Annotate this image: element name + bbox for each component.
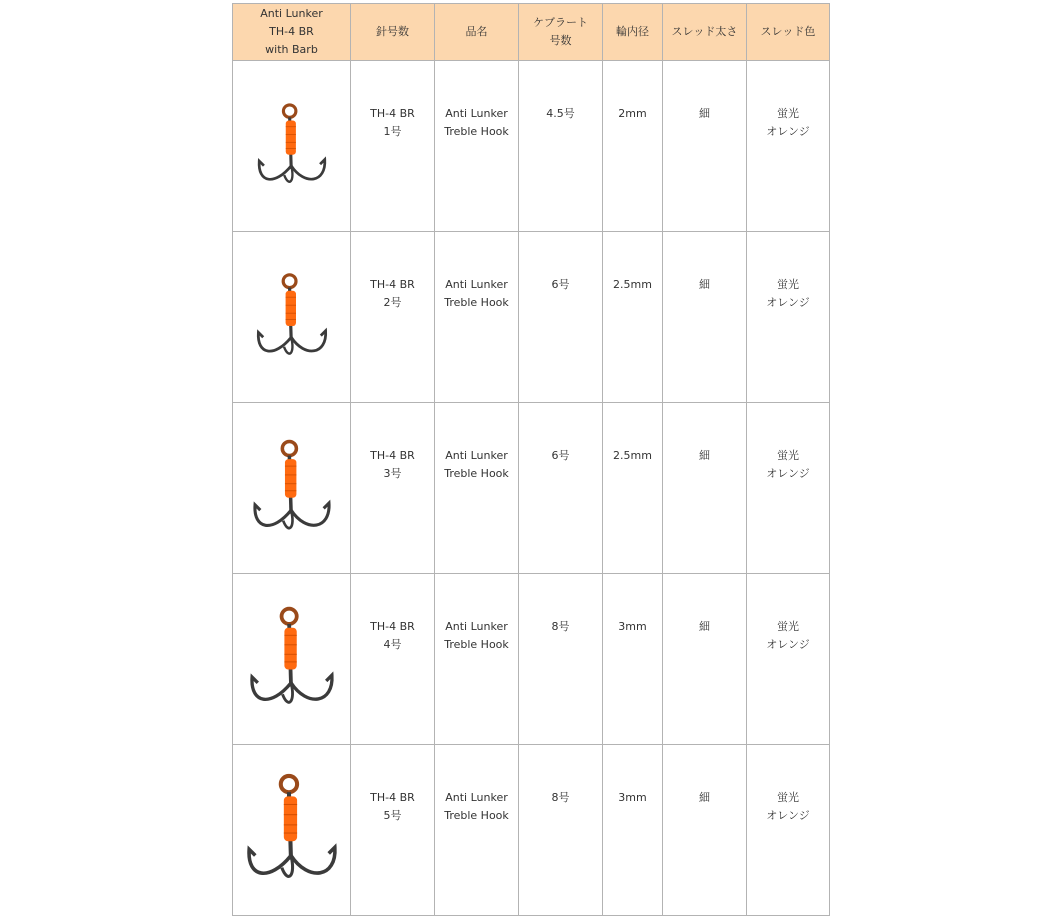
- hook-size-cell: TH-4 BR 4号: [351, 574, 435, 745]
- thread-color-cell: 蛍光 オレンジ: [747, 745, 830, 916]
- ring-diameter-cell: 3mm: [603, 745, 663, 916]
- thread-thickness-cell: 細: [663, 232, 747, 403]
- hook-image-cell: [233, 745, 351, 916]
- kevlar-size-cell: 8号: [519, 574, 603, 745]
- thread-color-cell: 蛍光 オレンジ: [747, 232, 830, 403]
- table-row: [233, 574, 830, 745]
- header-ring-diameter: 輪内径: [603, 4, 663, 61]
- treble-hook-icon: [233, 429, 350, 547]
- table-row: [233, 232, 830, 403]
- header-product: Anti Lunker TH-4 BR with Barb: [233, 4, 351, 61]
- product-spec-table: [232, 3, 830, 916]
- table-header-row: [233, 4, 830, 61]
- kevlar-size-cell: 8号: [519, 745, 603, 916]
- treble-hook-icon: [233, 600, 350, 718]
- product-name-cell: Anti Lunker Treble Hook: [435, 403, 519, 574]
- hook-image-cell: [233, 574, 351, 745]
- hook-image-cell: [233, 403, 351, 574]
- hook-size-cell: TH-4 BR 5号: [351, 745, 435, 916]
- thread-thickness-cell: 細: [663, 574, 747, 745]
- table-row: [233, 745, 830, 916]
- header-kevlar-size: ケブラート 号数: [519, 4, 603, 61]
- ring-diameter-cell: 2mm: [603, 61, 663, 232]
- ring-diameter-cell: 3mm: [603, 574, 663, 745]
- hook-image-cell: [233, 232, 351, 403]
- thread-color-cell: 蛍光 オレンジ: [747, 403, 830, 574]
- ring-diameter-cell: 2.5mm: [603, 403, 663, 574]
- kevlar-size-cell: 6号: [519, 403, 603, 574]
- hook-image-cell: [233, 61, 351, 232]
- kevlar-size-cell: 4.5号: [519, 61, 603, 232]
- treble-hook-icon: [233, 771, 350, 889]
- thread-color-cell: 蛍光 オレンジ: [747, 574, 830, 745]
- product-name-cell: Anti Lunker Treble Hook: [435, 61, 519, 232]
- thread-color-cell: 蛍光 オレンジ: [747, 61, 830, 232]
- hook-size-cell: TH-4 BR 2号: [351, 232, 435, 403]
- treble-hook-icon: [233, 258, 350, 376]
- header-hook-size: 針号数: [351, 4, 435, 61]
- treble-hook-icon: [233, 87, 350, 205]
- kevlar-size-cell: 6号: [519, 232, 603, 403]
- header-thread-thickness: スレッド太さ: [663, 4, 747, 61]
- header-thread-color: スレッド色: [747, 4, 830, 61]
- header-product-name: 品名: [435, 4, 519, 61]
- thread-thickness-cell: 細: [663, 61, 747, 232]
- hook-size-cell: TH-4 BR 3号: [351, 403, 435, 574]
- hook-size-cell: TH-4 BR 1号: [351, 61, 435, 232]
- table-row: [233, 403, 830, 574]
- product-name-cell: Anti Lunker Treble Hook: [435, 574, 519, 745]
- table-row: [233, 61, 830, 232]
- thread-thickness-cell: 細: [663, 745, 747, 916]
- product-name-cell: Anti Lunker Treble Hook: [435, 745, 519, 916]
- ring-diameter-cell: 2.5mm: [603, 232, 663, 403]
- thread-thickness-cell: 細: [663, 403, 747, 574]
- product-name-cell: Anti Lunker Treble Hook: [435, 232, 519, 403]
